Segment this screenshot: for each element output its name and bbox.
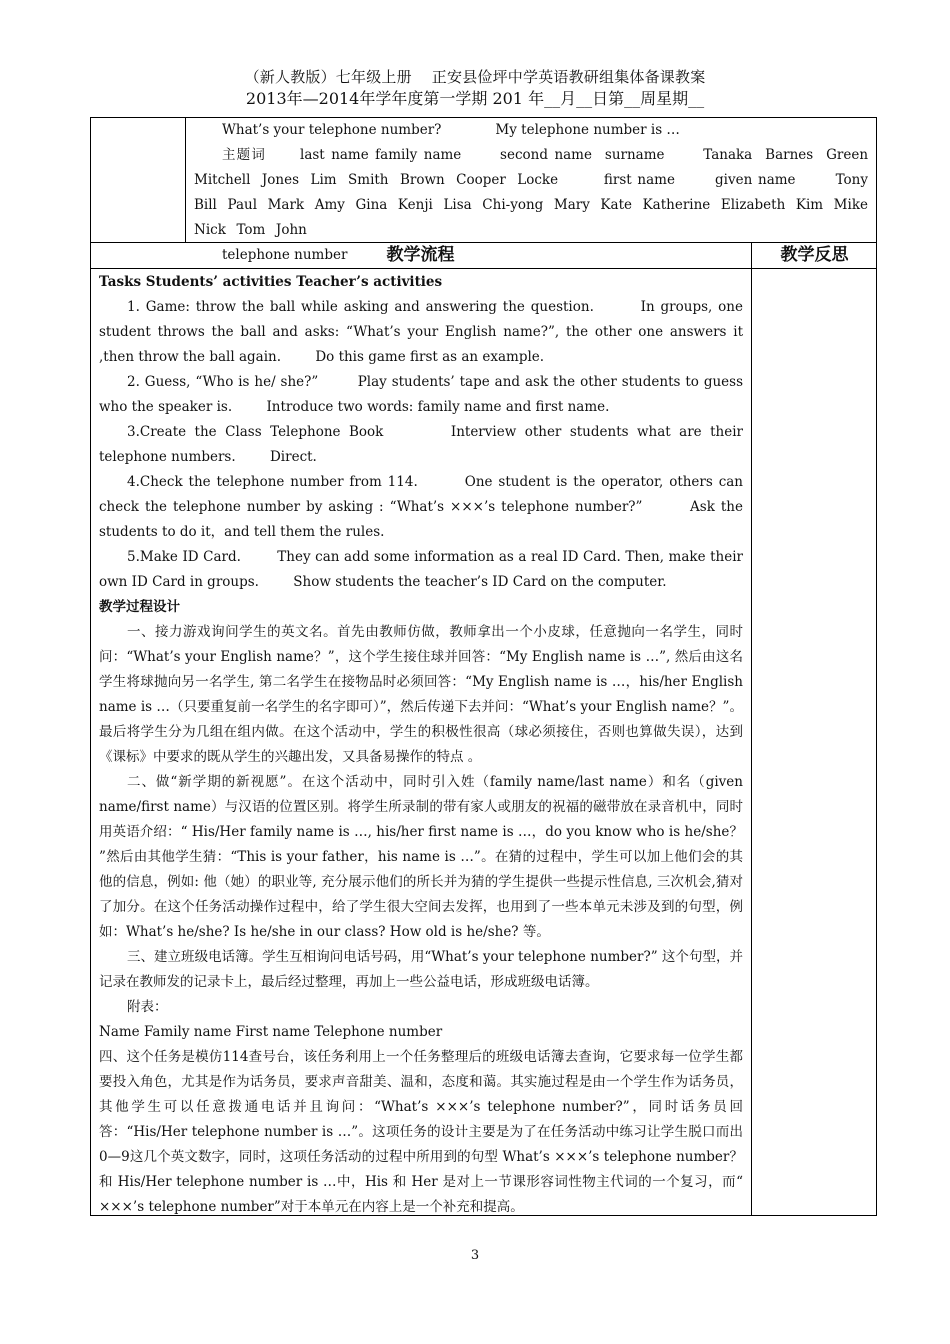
- design-para-1: 一、接力游戏询问学生的英文名。首先由教师仿做，教师拿出一个小皮球，任意抛向一名学生，同时问：“What’s your English name？”，这个学生接住球并回答：“My English name is …”, 然后由这名学生将球抛向另一名学生, 第二名学生在接物品时必须回答：“My English name is …，his/her English name is …（只要重复前一名学生的名字即可）”，然后传递下去并问：“What’s your English name？”。最后将学生分为几组在组内做。在这个活动中，学生的积极性很高（球必须接住，否则也算做失误），达到《课标》中要求的既从学生的兴趣出发，又具备易操作的特点 。: [99, 624, 743, 765]
- theme-label: 主题词: [222, 147, 267, 163]
- design-para-4: 四、这个任务是模仿114查号台，该任务利用上一个任务整理后的班级电话簿去查询，它要求每一位学生都要投入角色，尤其是作为话务员，要求声音甜美、温和，态度和蔼。其实施过程是由一个学生作为话务员，其他学生可以任意拨通电话并且询问：“What’s ×××’s telephone number?”，同时话务员回答：“His/Her telephone number is …”。这项任务的设计主要是为了在任务活动中练习让学生脱口而出0—9这几个英文数字，同时，这项任务活动的过程中所用到的句型 What’s ×××’s telephone number？和 His/Her telephone number is …中，His 和 Her 是对上一节课形容词性物主代词的一个复习，而“ ×××’s telephone number”对于本单元在内容上是一个补充和提高。: [99, 1049, 743, 1215]
- appendix-label: 附表：: [127, 999, 168, 1015]
- design-para-2: 二、做“新学期的新视愿”。在这个活动中，同时引入姓（family name/last name）和名（given name/first name）与汉语的位置区别。将学生所录制的带有家人或朋友的祝福的磁带放在录音机中，同时用英语介绍：“ His/Her family name is …, his/her first name is …，do you know who is he/she？ ”然后由其他学生猜：“This is your father，his name is …”。在猜的过程中，学生可以加上他们会的其他的信息，例如: 他（她）的职业等, 充分展示他们的所长并为猜的学生提供一些提示性信息, 三次机会,猜对了加分。在这个任务活动操作过程中，给了学生很大空间去发挥，也用到了一些本单元未涉及到的句型，例如：What’s he/she? Is he/she in our class? How old is he/she? 等。: [99, 774, 743, 940]
- header-line-2: 2013年—2014年学年度第一学期 201 年__月__日第__周星期__: [245, 89, 705, 108]
- theme-words-list: last name family name second name surname Tanaka Barnes Green Mitchell Jones Lim Smith Brown Cooper Locke first name given name Tony Bill Paul Mark Amy Gina Kenji Lisa Chi-yong Mary Kate Katherine Elizabeth Kim Mike Nick Tom John: [194, 147, 879, 238]
- task-2: 2. Guess, “Who is he/ she?” Play students’ tape and ask the other students to guess who the speaker is. Introduce two words: family name and first name.: [99, 374, 748, 415]
- task-1: 1. Game: throw the ball while asking and answering the question. In groups, one student throws the ball and asks: “What’s your English name?”, the other one answers it ,then throw the ball again. Do this game first as an example.: [99, 299, 748, 365]
- reflection-divider: [751, 242, 752, 1216]
- target-sentences: [194, 118, 868, 143]
- header-textbook: （新人教版）七年级上册: [244, 68, 412, 86]
- page-number: 3: [470, 1248, 480, 1263]
- top-row-divider: [185, 118, 186, 242]
- col-header-process: 教学流程: [386, 245, 455, 265]
- header-row-bottom-line: [90, 268, 877, 269]
- target-question: What’s your telephone number?: [222, 122, 442, 138]
- header-school: 正安县俭坪中学英语教研组集体备课教案: [431, 68, 706, 86]
- design-para-3: 三、建立班级电话簿。学生互相询问电话号码，用“What’s your telephone number?” 这个句型，并记录在教师发的记录卡上，最后经过整理，再加上一些公益电话，形成班级电话簿。: [99, 949, 743, 990]
- task-3: 3.Create the Class Telephone Book Interview other students what are their telephone numbers. Direct.: [99, 424, 748, 465]
- tasks-header: Tasks Students’ activities Teacher’s activities: [99, 274, 443, 290]
- theme-words: [194, 143, 879, 243]
- appendix-table-header: Name Family name First name Telephone number: [99, 1024, 443, 1040]
- process-cell: [99, 270, 748, 1220]
- target-answer: My telephone number is …: [495, 122, 680, 138]
- col-header-reflection: 教学反思: [780, 245, 849, 265]
- design-header: 教学过程设计: [99, 599, 180, 615]
- header-line-1: [0, 66, 950, 87]
- task-5: 5.Make ID Card. They can add some information as a real ID Card. Then, make their own ID Card in groups. Show students the teacher’s ID Card on the computer.: [99, 549, 748, 590]
- telephone-number-word: telephone number: [222, 247, 348, 263]
- task-4: 4.Check the telephone number from 114. One student is the operator, others can check the telephone number by asking : “What’s ×××’s telephone number?” Ask the students to do it，and tell them the rules.: [99, 474, 748, 540]
